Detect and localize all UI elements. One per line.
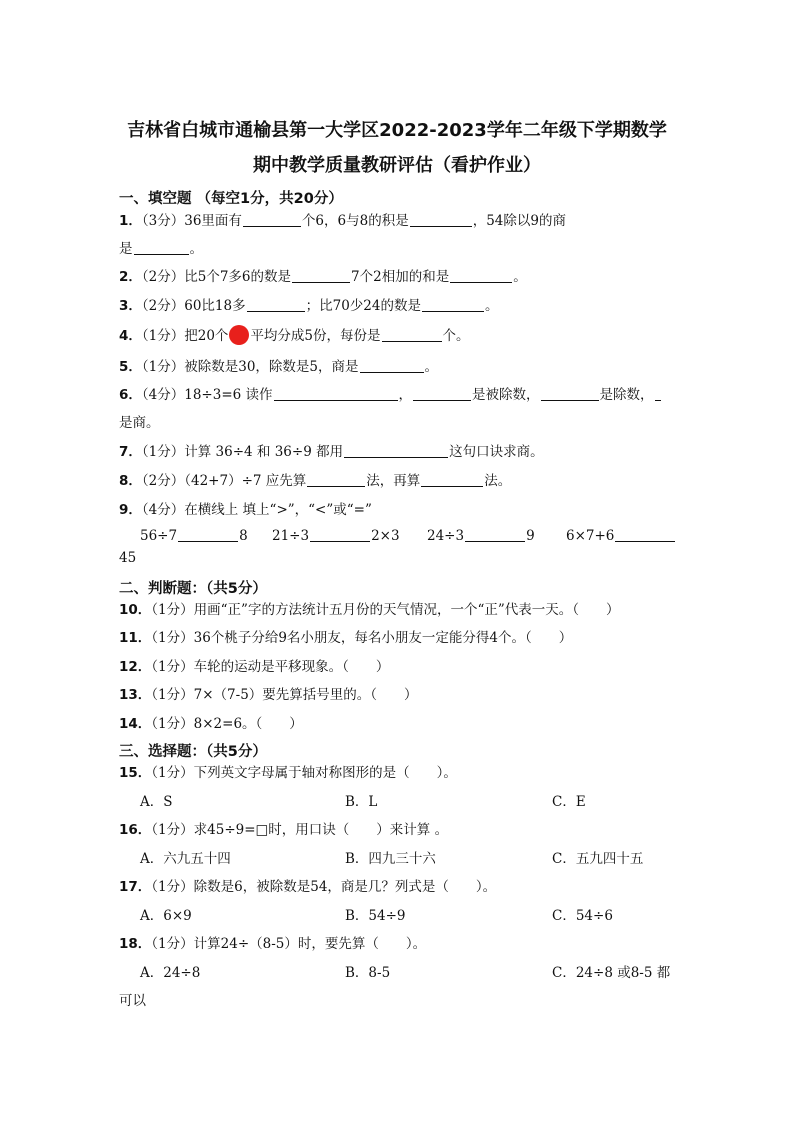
question-1-cont xyxy=(119,237,203,257)
section-heading-multiple-choice: 三、选择题：（共5分） xyxy=(119,744,267,760)
question-number: 14． xyxy=(119,716,152,732)
question-number: 7． xyxy=(119,444,142,460)
question-text: 。 xyxy=(189,241,203,257)
question-number: 17． xyxy=(119,879,152,895)
question-9 xyxy=(119,498,372,518)
answer-blank[interactable] xyxy=(465,527,525,542)
question-points: （1分） xyxy=(151,630,194,646)
option-b[interactable]: B．54÷9 xyxy=(345,908,406,924)
question-text: 求45÷9=□时，用口诀（ ）来计算 。 xyxy=(193,822,449,838)
compare-right: 2×3 xyxy=(371,528,400,544)
compare-right: 8 xyxy=(239,528,248,544)
option-c[interactable]: C．E xyxy=(552,794,586,810)
question-points: （1分） xyxy=(151,879,194,895)
question-10 xyxy=(119,598,620,618)
compare-left: 6×7+6 xyxy=(566,528,615,544)
question-number: 4． xyxy=(119,328,142,344)
section-heading-true-false: 二、判断题：（共5分） xyxy=(119,581,267,597)
question-12 xyxy=(119,655,389,675)
question-number: 10． xyxy=(119,602,152,618)
question-points: （2分） xyxy=(141,298,185,314)
question-text: 车轮的运动是平移现象。（ ） xyxy=(193,659,390,675)
question-number: 9． xyxy=(119,502,142,518)
question-number: 8． xyxy=(119,473,142,489)
question-13 xyxy=(119,683,418,703)
question-16 xyxy=(119,818,448,838)
red-dot-image xyxy=(229,325,249,345)
answer-blank[interactable] xyxy=(413,386,471,401)
question-text: 个。 xyxy=(442,328,470,344)
option-a[interactable]: A．S xyxy=(140,794,173,810)
answer-blank[interactable] xyxy=(307,472,365,487)
question-text: 把20个 xyxy=(184,328,229,344)
question-text: 18÷3=6 读作 xyxy=(184,387,273,403)
question-text: 除数是6，被除数是54，商是几？列式是（ ）。 xyxy=(193,879,497,895)
answer-blank[interactable] xyxy=(247,297,305,312)
option-c[interactable]: C．54÷6 xyxy=(552,908,613,924)
question-text: 60比18多 xyxy=(184,298,246,314)
question-points: （1分） xyxy=(151,936,194,952)
answer-blank[interactable] xyxy=(410,212,472,227)
option-c-cont: 可以 xyxy=(119,993,146,1009)
question-text: 是商。 xyxy=(119,415,160,431)
answer-blank[interactable] xyxy=(422,297,484,312)
question-text: 计算24÷（8-5）时，要先算（ ）。 xyxy=(193,936,427,952)
question-2 xyxy=(119,265,527,285)
question-points: （1分） xyxy=(141,359,185,375)
question-points: （1分） xyxy=(141,444,185,460)
answer-blank[interactable] xyxy=(655,386,661,401)
question-number: 3． xyxy=(119,298,142,314)
question-text: ， xyxy=(398,387,413,403)
question-text: 是除数， xyxy=(599,387,654,403)
question-points: （4分） xyxy=(141,502,185,518)
answer-blank[interactable] xyxy=(421,472,483,487)
question-text: 法，再算 xyxy=(366,473,421,489)
question-11 xyxy=(119,626,572,646)
compare-item xyxy=(566,527,676,544)
question-text: 36个桃子分给9名小朋友，每名小朋友一定能分得4个。（ ） xyxy=(193,630,573,646)
question-number: 2． xyxy=(119,269,142,285)
question-text: 8×2=6。（ ） xyxy=(193,716,303,732)
question-text: 这句口诀求商。 xyxy=(449,444,544,460)
question-text: 是 xyxy=(119,241,133,257)
compare-left: 21÷3 xyxy=(272,528,310,544)
question-points: （1分） xyxy=(151,602,194,618)
compare-item xyxy=(272,527,400,544)
question-text: 计算 36÷4 和 36÷9 都用 xyxy=(184,444,344,460)
compare-left: 56÷7 xyxy=(140,528,178,544)
question-text: （42+7）÷7 应先算 xyxy=(184,473,307,489)
question-4 xyxy=(119,324,470,345)
question-points: （1分） xyxy=(151,716,194,732)
question-6 xyxy=(119,383,662,403)
question-14 xyxy=(119,712,303,732)
question-points: （1分） xyxy=(151,765,194,781)
question-points: （2分） xyxy=(141,269,185,285)
option-a[interactable]: A．六九五十四 xyxy=(140,851,231,867)
question-points: （1分） xyxy=(151,822,194,838)
question-text: 下列英文字母属于轴对称图形的是（ ）。 xyxy=(193,765,457,781)
question-number: 18． xyxy=(119,936,152,952)
answer-blank[interactable] xyxy=(310,527,370,542)
answer-blank[interactable] xyxy=(382,327,442,342)
section-heading-fill-blank: 一、填空题 （每空1分，共20分） xyxy=(119,191,343,207)
question-points: （1分） xyxy=(151,687,194,703)
answer-blank[interactable] xyxy=(134,240,189,255)
question-3 xyxy=(119,294,498,314)
answer-blank[interactable] xyxy=(541,386,599,401)
question-number: 6． xyxy=(119,387,142,403)
option-b[interactable]: B．8-5 xyxy=(345,965,391,981)
question-text: 是被除数， xyxy=(472,387,540,403)
question-number: 13． xyxy=(119,687,152,703)
compare-right: 9 xyxy=(526,528,535,544)
question-7 xyxy=(119,440,544,460)
question-number: 16． xyxy=(119,822,152,838)
question-number: 12． xyxy=(119,659,152,675)
question-text: ；比70少24的数是 xyxy=(305,298,421,314)
question-6-cont xyxy=(119,411,160,431)
question-text: 。 xyxy=(424,359,439,375)
question-17 xyxy=(119,875,496,895)
question-points: （4分） xyxy=(141,387,185,403)
question-points: （3分） xyxy=(141,213,185,229)
question-8 xyxy=(119,469,511,489)
question-points: （2分） xyxy=(141,473,185,489)
answer-blank[interactable] xyxy=(450,268,512,283)
option-a[interactable]: A．24÷8 xyxy=(140,965,201,981)
question-text: 36里面有 xyxy=(184,213,242,229)
option-c[interactable]: C．24÷8 或8-5 都 xyxy=(552,965,671,981)
compare-left: 24÷3 xyxy=(427,528,465,544)
page-subtitle: 期中教学质量教研评估（看护作业） xyxy=(253,155,541,176)
question-text: ，54除以9的商 xyxy=(472,213,566,229)
option-b[interactable]: B．L xyxy=(345,794,378,810)
answer-blank[interactable] xyxy=(274,386,398,401)
question-points: （1分） xyxy=(141,328,185,344)
question-text: 法。 xyxy=(484,473,512,489)
question-number: 11． xyxy=(119,630,152,646)
question-text: 被除数是30，除数是5，商是 xyxy=(184,359,359,375)
question-text: 7×（7-5）要先算括号里的。（ ） xyxy=(193,687,418,703)
answer-blank[interactable] xyxy=(360,358,424,373)
option-b[interactable]: B．四九三十六 xyxy=(345,851,436,867)
question-number: 1． xyxy=(119,213,142,229)
question-text: 个6，6与8的积是 xyxy=(301,213,409,229)
question-15 xyxy=(119,761,457,781)
answer-blank[interactable] xyxy=(243,212,301,227)
answer-blank[interactable] xyxy=(292,268,350,283)
question-1 xyxy=(119,209,566,229)
question-18 xyxy=(119,932,426,952)
answer-blank[interactable] xyxy=(344,443,448,458)
answer-blank[interactable] xyxy=(615,527,675,542)
compare-item xyxy=(427,527,535,544)
question-text: 比5个7多6的数是 xyxy=(184,269,292,285)
question-text: 。 xyxy=(513,269,527,285)
question-5 xyxy=(119,355,438,375)
question-text: 。 xyxy=(484,298,499,314)
option-a[interactable]: A．6×9 xyxy=(140,908,192,924)
question-number: 15． xyxy=(119,765,152,781)
question-number: 5． xyxy=(119,359,142,375)
answer-blank[interactable] xyxy=(178,527,238,542)
question-points: （1分） xyxy=(151,659,194,675)
option-c[interactable]: C．五九四十五 xyxy=(552,851,644,867)
compare-right-wrapped: 45 xyxy=(119,550,137,566)
page-title: 吉林省白城市通榆县第一大学区2022-2023学年二年级下学期数学 xyxy=(127,120,667,141)
compare-item xyxy=(140,527,248,544)
question-text: 用画“正”字的方法统计五月份的天气情况，一个“正”代表一天。（ ） xyxy=(193,602,620,618)
question-text: 在横线上 填上“>”，“<”或“=” xyxy=(184,502,372,518)
question-text: 7个2相加的和是 xyxy=(351,269,450,285)
question-text: 平均分成5份，每份是 xyxy=(250,328,381,344)
